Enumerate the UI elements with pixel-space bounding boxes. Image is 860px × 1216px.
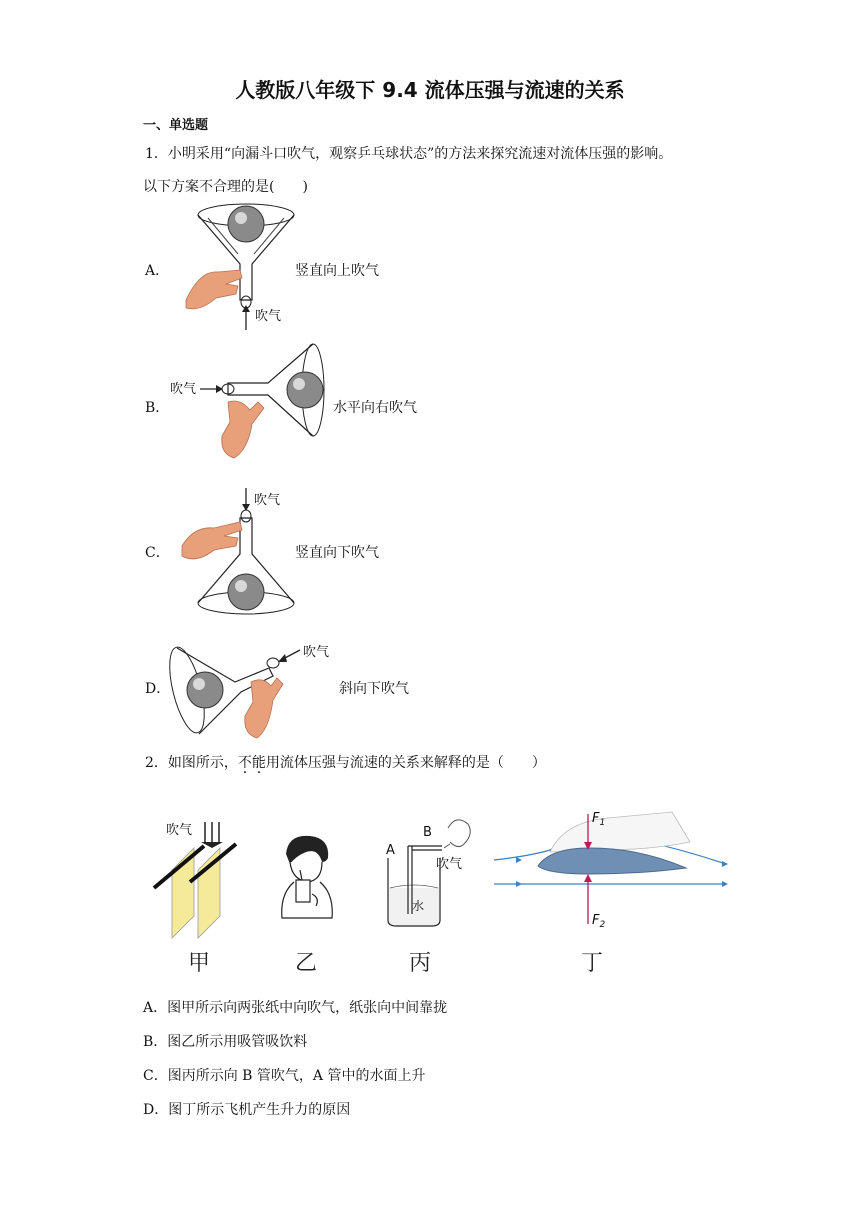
tube-b-label: B bbox=[423, 825, 432, 840]
blow-label-bing: 吹气 bbox=[436, 857, 463, 872]
page-title: 人教版八年级下 9.4 流体压强与流速的关系 bbox=[235, 78, 625, 102]
water-label: 水 bbox=[412, 899, 425, 913]
q1-option-d-label[interactable]: D． bbox=[145, 681, 171, 697]
q2-stem-emphasis-1: 不 bbox=[237, 755, 252, 771]
figure-bing-tubes bbox=[378, 810, 478, 932]
funnel-figure-d bbox=[165, 638, 345, 742]
figure-yi-straw-drinking bbox=[272, 832, 344, 922]
figure-ding-airfoil bbox=[490, 808, 730, 932]
q1-option-c-desc: 竖直向下吹气 bbox=[295, 545, 379, 561]
q2-stem bbox=[145, 752, 546, 772]
caption-ding: 丁 bbox=[581, 951, 604, 976]
funnel-figure-a bbox=[178, 200, 308, 332]
figure-jia-paper-sheets bbox=[148, 816, 248, 944]
funnel-figure-b bbox=[168, 340, 338, 462]
q2-choice-a[interactable]: A．图甲所示向两张纸中向吹气，纸张向中间靠拢 bbox=[143, 1000, 448, 1016]
q1-option-a-desc: 竖直向上吹气 bbox=[295, 263, 379, 279]
blow-label-jia: 吹气 bbox=[166, 823, 193, 838]
q2-stem-pre: 2．如图所示， bbox=[145, 755, 238, 771]
q2-choice-d[interactable]: D．图丁所示飞机产生升力的原因 bbox=[143, 1102, 351, 1118]
force-f1-label: $F_1$ bbox=[592, 811, 606, 828]
q1-stem-line1: 1．小明采用“向漏斗口吹气，观察乒乓球状态”的方法来探究流速对流体压强的影响。 bbox=[145, 146, 673, 162]
q1-option-b-desc: 水平向右吹气 bbox=[333, 400, 417, 416]
q1-stem-line2: 以下方案不合理的是( ) bbox=[143, 179, 308, 195]
force-f2-label: $F_2$ bbox=[592, 913, 606, 930]
q1-option-b-label[interactable]: B． bbox=[145, 400, 170, 416]
q2-choice-c[interactable]: C．图丙所示向 B 管吹气，A 管中的水面上升 bbox=[143, 1068, 426, 1084]
caption-bing: 丙 bbox=[409, 951, 432, 976]
q2-stem-emphasis-2: 能 bbox=[251, 755, 266, 771]
blow-label-c: 吹气 bbox=[254, 493, 281, 508]
blow-label-b: 吹气 bbox=[170, 382, 197, 397]
tube-a-label: A bbox=[386, 843, 395, 858]
q1-option-c-label[interactable]: C． bbox=[145, 545, 170, 561]
blow-label-a: 吹气 bbox=[255, 309, 282, 324]
blow-label-d: 吹气 bbox=[303, 645, 330, 660]
q1-option-d-desc: 斜向下吹气 bbox=[339, 681, 409, 697]
caption-yi: 乙 bbox=[295, 951, 318, 976]
funnel-figure-c bbox=[178, 486, 308, 618]
q2-choice-b[interactable]: B．图乙所示用吸管吸饮料 bbox=[143, 1034, 308, 1050]
q1-option-a-label[interactable]: A． bbox=[145, 263, 170, 279]
section-heading: 一、单选题 bbox=[143, 118, 209, 133]
caption-jia: 甲 bbox=[188, 951, 211, 976]
q2-stem-post: 用流体压强与流速的关系来解释的是（ ） bbox=[265, 755, 546, 771]
